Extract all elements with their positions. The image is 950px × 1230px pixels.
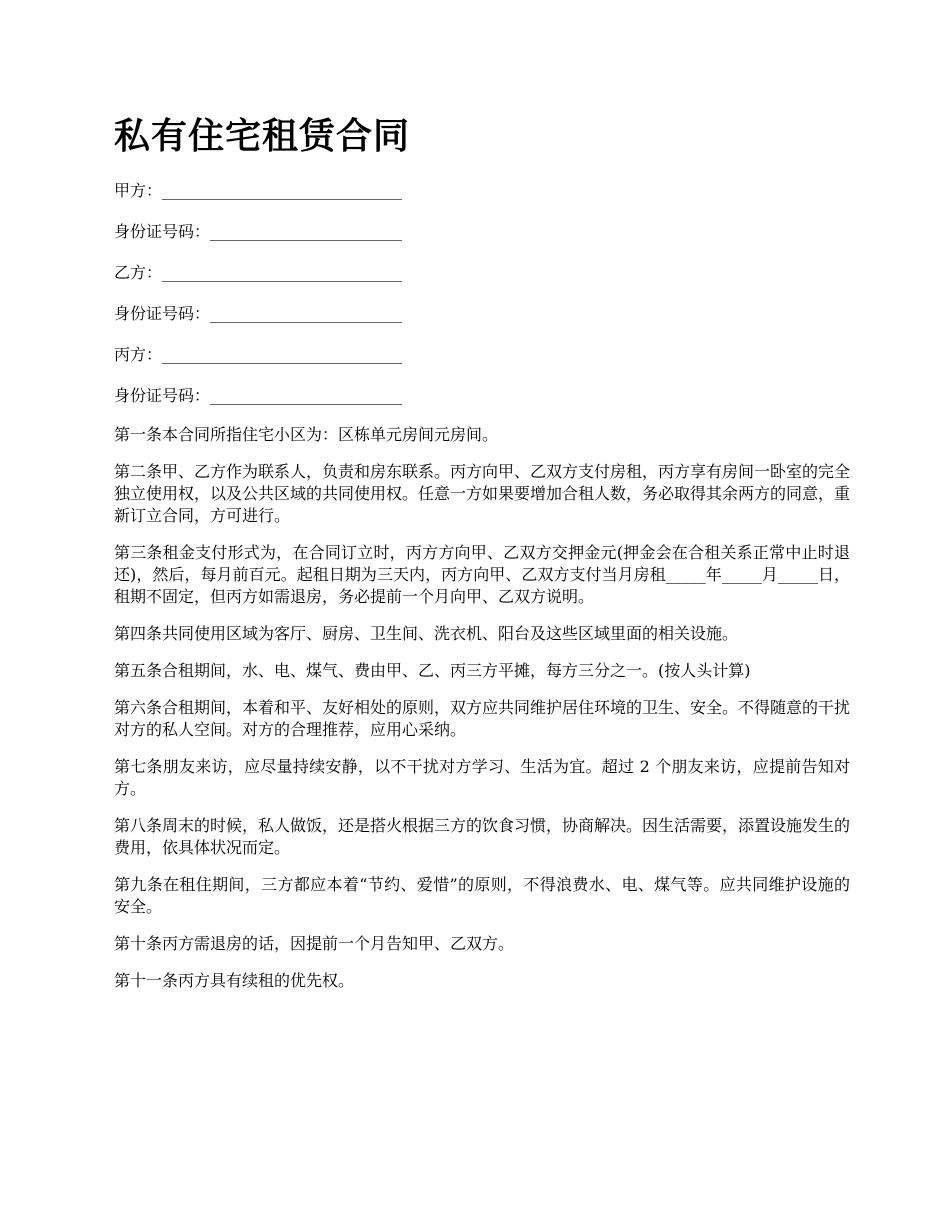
party-a-field xyxy=(114,178,850,204)
clause-3: 第三条租金支付形式为，在合同订立时，丙方方向甲、乙双方交押金元(押金会在合租关系正常中止时退还)，然后，每月前百元。起租日期为三天内，丙方向甲、乙双方支付当月房租_____年_____月_____日，租期不固定，但丙方如需退房，务必提前一个月向甲、乙双方说明。 xyxy=(114,543,850,606)
contract-clauses xyxy=(114,424,850,1007)
field-label: 乙方： xyxy=(114,263,163,282)
clause-10: 第十条丙方需退房的话，因提前一个月告知甲、乙双方。 xyxy=(114,934,515,953)
clause-8: 第八条周末的时候，私人做饭，还是搭火根据三方的饮食习惯，协商解决。因生活需要，添置设施发生的费用，依具体状况而定。 xyxy=(114,816,851,857)
field-blank: ________________________ xyxy=(210,386,403,405)
party-c-field xyxy=(114,342,850,368)
party-a-id-field xyxy=(114,219,850,245)
field-blank: ______________________________ xyxy=(162,181,403,200)
clause-2: 第二条甲、乙方作为联系人，负责和房东联系。丙方向甲、乙双方支付房租，丙方享有房间一卧室的完全独立使用权，以及公共区域的共同使用权。任意一方如果要增加合租人数，务必取得其余两方的同意，重新订立合同，方可进行。 xyxy=(114,462,851,525)
clause-5: 第五条合租期间，水、电、煤气、费由甲、乙、丙三方平摊，每方三分之一。(按人头计算) xyxy=(114,661,751,680)
clause-4: 第四条共同使用区域为客厅、厨房、卫生间、洗衣机、阳台及这些区域里面的相关设施。 xyxy=(114,624,739,643)
page-title: 私有住宅租赁合同 xyxy=(114,115,411,157)
clause-1: 第一条本合同所指住宅小区为：区栋单元房间元房间。 xyxy=(114,425,499,444)
clause-9: 第九条在租住期间，三方都应本着“节约、爱惜”的原则，不得浪费水、电、煤气等。应共同维护设施的安全。 xyxy=(114,875,850,916)
field-blank: ______________________________ xyxy=(162,263,403,282)
field-blank: ________________________ xyxy=(210,222,403,241)
field-blank: ______________________________ xyxy=(162,345,403,364)
party-c-id-field xyxy=(114,383,850,409)
field-label: 丙方： xyxy=(114,345,163,364)
party-b-field xyxy=(114,260,850,286)
clause-6: 第六条合租期间，本着和平、友好相处的原则，双方应共同维护居住环境的卫生、安全。不得随意的干扰对方的私人空间。对方的合理推荐，应用心采纳。 xyxy=(114,698,851,739)
field-label: 甲方： xyxy=(114,181,163,200)
party-b-id-field xyxy=(114,301,850,327)
field-blank: ________________________ xyxy=(210,304,403,323)
clause-11: 第十一条丙方具有续租的优先权。 xyxy=(114,971,355,990)
party-fields xyxy=(114,178,850,424)
field-label: 身份证号码： xyxy=(114,304,211,323)
field-label: 身份证号码： xyxy=(114,222,211,241)
clause-7: 第七条朋友来访，应尽量持续安静，以不干扰对方学习、生活为宜。超过 2 个朋友来访，应提前告知对方。 xyxy=(114,757,850,798)
field-label: 身份证号码： xyxy=(114,386,211,405)
